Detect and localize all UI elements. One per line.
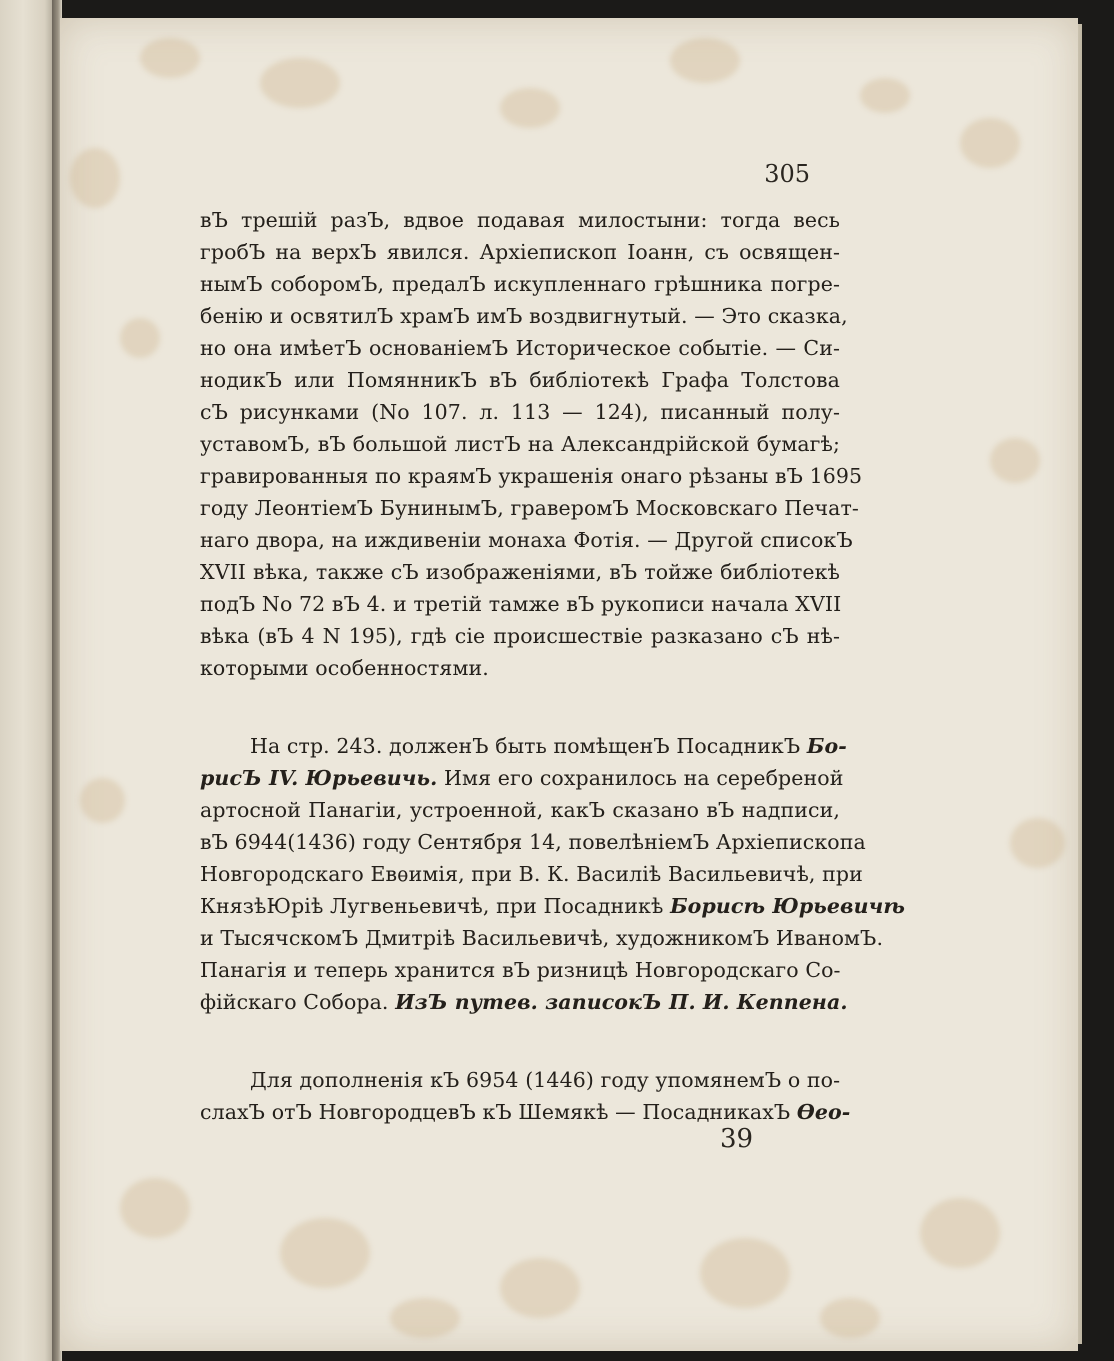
text-line: и ТысячскомЪ Дмитріѣ Васильевичѣ, художникомЪ ИваномЪ. <box>200 926 884 950</box>
text-line: уставомЪ, вЪ большой листЪ на Александрійской бумагѣ; <box>200 432 840 456</box>
foxing-stain <box>700 1238 790 1308</box>
italic-citation: ИзЪ путев. записокЪ П. И. Кеппена. <box>395 990 848 1014</box>
foxing-stain <box>500 88 560 128</box>
text-line: вѣка (вЪ 4 N 195), гдѣ сіе происшествіе разказано сЪ нѣ- <box>200 624 840 648</box>
text-line: но она имѣетЪ основаніемЪ Историческое событіе. — Си- <box>200 336 840 360</box>
text-line: бенію и освятилЪ храмЪ имЪ воздвигнутый. — Это сказка, <box>200 304 848 328</box>
text-span: фійскаго Собора. <box>200 990 389 1014</box>
foxing-stain <box>920 1198 1000 1268</box>
foxing-stain <box>70 148 120 208</box>
italic-name: Борисѣ Юрьевичѣ <box>670 894 905 918</box>
text-line: году ЛеонтіемЪ БунинымЪ, граверомЪ Московскаго Печат- <box>200 496 859 520</box>
text-span: На стр. 243. долженЪ быть помѣщенЪ ПосадникЪ <box>250 734 801 758</box>
foxing-stain <box>80 778 125 823</box>
foxing-stain <box>670 38 740 83</box>
text-line: вЪ 6944(1436) году Сентября 14, повелѣніемЪ Архіепископа <box>200 830 866 854</box>
text-span: КнязѣЮріѣ Лугвеньевичѣ, при Посадникѣ <box>200 894 664 918</box>
text-line: вЪ трешій разЪ, вдвое подавая милостыни: тогда весь <box>200 208 840 232</box>
text-line <box>200 762 844 794</box>
signature-mark: 39 <box>720 1124 754 1154</box>
text-line: XVII вѣка, также сЪ изображеніями, вЪ тойже библіотекѣ <box>200 560 840 584</box>
text-line <box>200 890 905 922</box>
italic-name: Ѳео- <box>796 1100 851 1124</box>
foxing-stain <box>140 38 200 78</box>
text-line: Панагія и теперь хранится вЪ ризницѣ Новгородскаго Со- <box>200 958 841 982</box>
text-line: которыми особенностями. <box>200 656 489 680</box>
page <box>60 18 1078 1351</box>
page-number: 305 <box>764 160 810 188</box>
foxing-stain <box>500 1258 580 1318</box>
left-page-edge <box>0 0 52 1361</box>
foxing-stain <box>120 1178 190 1238</box>
foxing-stain <box>280 1218 370 1288</box>
foxing-stain <box>120 318 160 358</box>
foxing-stain <box>260 58 340 108</box>
text-line: нодикЪ или ПомянникЪ вЪ библіотекѣ Графа Толстова <box>200 368 840 392</box>
text-line <box>250 730 847 762</box>
italic-name: Бо- <box>806 734 847 758</box>
text-line <box>200 986 848 1018</box>
text-span: Имя его сохранилось на серебреной <box>444 766 844 790</box>
foxing-stain <box>860 78 910 113</box>
text-line: Новгородскаго Евѳимія, при В. К. Василіѣ Васильевичѣ, при <box>200 862 863 886</box>
text-line: Для дополненія кЪ 6954 (1446) году упомянемЪ о по- <box>250 1068 841 1092</box>
text-span: слахЪ отЪ НовгородцевЪ кЪ Шемякѣ — ПосадникахЪ <box>200 1100 791 1124</box>
foxing-stain <box>990 438 1040 483</box>
foxing-stain <box>390 1298 460 1338</box>
text-line: нымЪ соборомЪ, предалЪ искупленнаго грѣшника погре- <box>200 272 840 296</box>
text-line: артосной Панагіи, устроенной, какЪ сказано вЪ надписи, <box>200 798 840 822</box>
text-line: подЪ No 72 вЪ 4. и третій тамже вЪ рукописи начала XVII <box>200 592 842 616</box>
foxing-stain <box>820 1298 880 1338</box>
text-line: наго двора, на иждивеніи монаха Фотія. — Другой списокЪ <box>200 528 853 552</box>
text-line: гравированныя по краямЪ украшенія онаго рѣзаны вЪ 1695 <box>200 464 863 488</box>
italic-name: рисЪ IV. Юрьевичь. <box>200 766 438 790</box>
text-line: гробЪ на верхЪ явился. Архіепископ Іоанн, съ освящен- <box>200 240 840 264</box>
text-line: сЪ рисунками (No 107. л. 113 — 124), писанный полу- <box>200 400 840 424</box>
foxing-stain <box>960 118 1020 168</box>
foxing-stain <box>1010 818 1065 868</box>
